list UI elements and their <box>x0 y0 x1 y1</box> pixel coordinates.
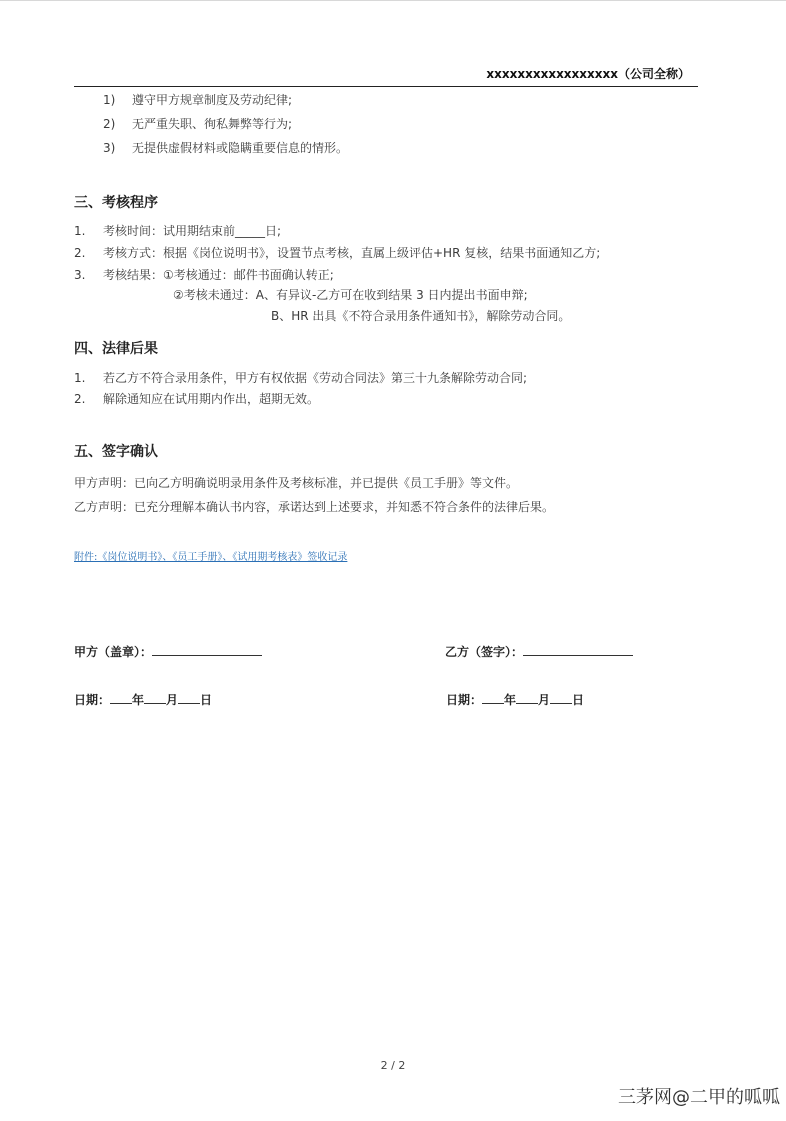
page-top-rule <box>0 0 786 1</box>
party-a-signature <box>74 643 262 660</box>
list-item: 考核时间：试用期结束前_____日; <box>103 224 282 238</box>
list-number: 1. <box>74 371 86 385</box>
section-5-title: 五、签字确认 <box>74 444 158 460</box>
list-number: 2. <box>74 246 86 260</box>
party-a-signature-line[interactable] <box>152 643 262 656</box>
month-label: 月 <box>538 693 551 707</box>
month-blank[interactable] <box>516 691 538 704</box>
watermark: 三茅网@二甲的呱呱 <box>618 1087 780 1108</box>
condition-number: 3) <box>103 141 116 155</box>
company-name: xxxxxxxxxxxxxxxxx（公司全称） <box>486 67 690 81</box>
day-label: 日 <box>572 693 585 707</box>
condition-number: 1) <box>103 93 116 107</box>
condition-text: 无严重失职、徇私舞弊等行为; <box>132 117 293 131</box>
list-number: 3. <box>74 268 86 282</box>
month-label: 月 <box>166 693 179 707</box>
party-a-date <box>74 691 212 708</box>
section-4-title: 四、法律后果 <box>74 341 158 357</box>
list-item: 解除通知应在试用期内作出，超期无效。 <box>103 392 320 406</box>
party-a-label: 甲方（盖章）： <box>74 645 153 659</box>
party-b-date <box>446 691 584 708</box>
party-b-label: 乙方（签字）： <box>445 645 524 659</box>
condition-text: 遵守甲方规章制度及劳动纪律; <box>132 93 293 107</box>
attachment-link[interactable]: 附件:《岗位说明书》、《员工手册》、《试用期考核表》签收记录 <box>74 552 348 563</box>
year-blank[interactable] <box>482 691 504 704</box>
page-number: 2 / 2 <box>380 1059 406 1072</box>
day-label: 日 <box>200 693 213 707</box>
year-label: 年 <box>132 693 145 707</box>
list-number: 2. <box>74 392 86 406</box>
fail-result-line: ②考核未通过：A、有异议-乙方可在收到结果 3 日内提出书面申辩; <box>173 288 528 302</box>
date-label: 日期： <box>74 693 111 707</box>
year-label: 年 <box>504 693 517 707</box>
list-item: 考核方式：根据《岗位说明书》，设置节点考核，直属上级评估+HR 复核，结果书面通知乙方; <box>103 246 601 260</box>
day-blank[interactable] <box>178 691 200 704</box>
day-blank[interactable] <box>550 691 572 704</box>
year-blank[interactable] <box>110 691 132 704</box>
party-b-signature-line[interactable] <box>523 643 633 656</box>
month-blank[interactable] <box>144 691 166 704</box>
page-header <box>74 62 698 87</box>
list-number: 1. <box>74 224 86 238</box>
fail-result-line-b: B、HR 出具《不符合录用条件通知书》，解除劳动合同。 <box>271 309 571 323</box>
condition-text: 无提供虚假材料或隐瞒重要信息的情形。 <box>132 141 349 155</box>
party-b-statement: 乙方声明：已充分理解本确认书内容，承诺达到上述要求，并知悉不符合条件的法律后果。 <box>74 500 555 514</box>
party-b-signature <box>445 643 633 660</box>
date-label: 日期： <box>446 693 483 707</box>
condition-number: 2) <box>103 117 116 131</box>
party-a-statement: 甲方声明：已向乙方明确说明录用条件及考核标准，并已提供《员工手册》等文件。 <box>74 476 519 490</box>
list-item: 若乙方不符合录用条件，甲方有权依据《劳动合同法》第三十九条解除劳动合同; <box>103 371 528 385</box>
list-item: 考核结果：①考核通过：邮件书面确认转正; <box>103 268 334 282</box>
section-3-title: 三、考核程序 <box>74 195 158 211</box>
